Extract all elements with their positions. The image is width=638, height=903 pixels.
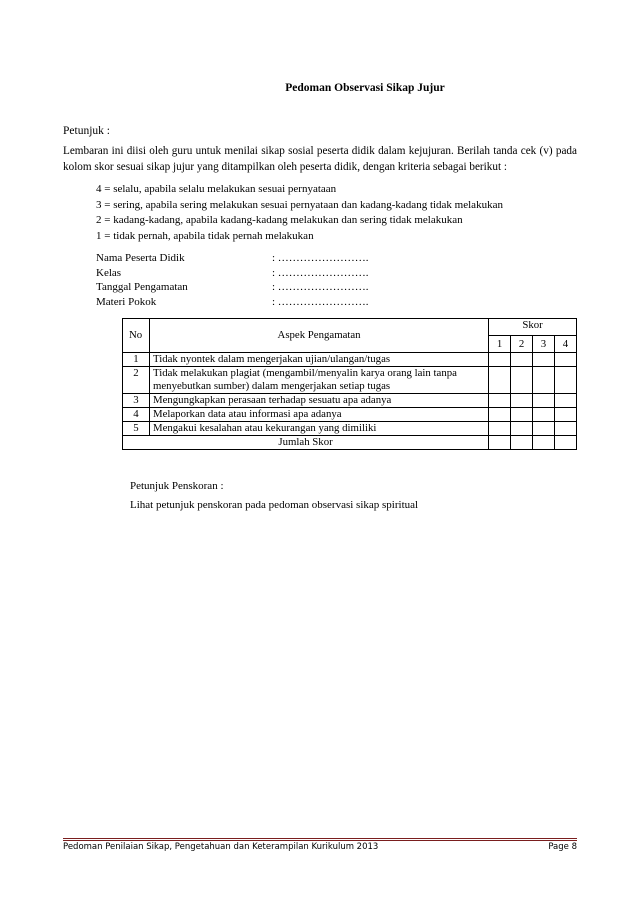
total-cell-3[interactable] (533, 436, 555, 450)
scoring-label: Petunjuk Penskoran : (130, 480, 224, 492)
table-header-row (123, 319, 577, 336)
total-cell-4[interactable] (554, 436, 576, 450)
total-cell-1[interactable] (489, 436, 511, 450)
table-row (123, 367, 577, 394)
score-cell-4[interactable] (554, 422, 576, 436)
criteria-item: 2 = kadang-kadang, apabila kadang-kadang melakukan dan sering tidak melakukan (96, 214, 463, 226)
score-cell-2[interactable] (511, 394, 533, 408)
row-aspek: Melaporkan data atau informasi apa adanya (149, 408, 488, 422)
row-no: 4 (123, 408, 150, 422)
info-value: : ……………………. (272, 295, 369, 308)
instructions-label: Petunjuk : (63, 125, 110, 137)
score-cell-3[interactable] (533, 408, 555, 422)
row-aspek: Mengakui kesalahan atau kekurangan yang dimiliki (149, 422, 488, 436)
info-label: Tanggal Pengamatan (96, 281, 188, 293)
info-value: : ……………………. (272, 252, 369, 264)
header-skor-1: 1 (489, 336, 511, 353)
table-row (123, 422, 577, 436)
row-no: 1 (123, 353, 150, 367)
info-value: : ……………………. (272, 281, 369, 293)
table-row (123, 353, 577, 367)
score-cell-3[interactable] (533, 422, 555, 436)
page-footer (63, 842, 577, 852)
footer-title: Pedoman Penilaian Sikap, Pengetahuan dan Keterampilan Kurikulum 2013 (63, 842, 379, 852)
scoring-text: Lihat petunjuk penskoran pada pedoman observasi sikap spiritual (130, 499, 419, 511)
page-title: Pedoman Observasi Sikap Jujur (285, 82, 445, 94)
row-aspek: Mengungkapkan perasaan terhadap sesuatu apa adanya (149, 394, 488, 408)
observation-table (122, 318, 577, 450)
score-cell-2[interactable] (511, 408, 533, 422)
instructions-paragraph: Lembaran ini diisi oleh guru untuk menilai sikap sosial peserta didik dalam kejujuran. Berilah tanda cek (v) pada kolom skor sesuai sikap jujur yang ditampilkan oleh peserta didik, dengan kriteria sebagai berikut : (63, 145, 577, 173)
header-skor-2: 2 (511, 336, 533, 353)
criteria-item: 4 = selalu, apabila selalu melakukan sesuai pernyataan (96, 183, 337, 195)
row-no: 3 (123, 394, 150, 408)
score-cell-1[interactable] (489, 394, 511, 408)
score-cell-3[interactable] (533, 353, 555, 367)
info-label: Materi Pokok (96, 295, 157, 308)
score-cell-1[interactable] (489, 408, 511, 422)
total-cell-2[interactable] (511, 436, 533, 450)
footer-divider (63, 838, 577, 841)
header-skor: Skor (489, 319, 577, 336)
row-aspek: Tidak nyontek dalam mengerjakan ujian/ulangan/tugas (149, 353, 488, 367)
criteria-item: 3 = sering, apabila sering melakukan sesuai pernyataan dan kadang-kadang tidak melakukan (96, 198, 503, 211)
header-aspek: Aspek Pengamatan (149, 319, 488, 353)
header-skor-4: 4 (554, 336, 576, 353)
row-no: 5 (123, 422, 150, 436)
row-aspek: Tidak melakukan plagiat (mengambil/menyalin karya orang lain tanpa menyebutkan sumber) dalam mengerjakan setiap tugas (149, 367, 488, 394)
criteria-item: 1 = tidak pernah, apabila tidak pernah melakukan (96, 229, 314, 242)
score-cell-4[interactable] (554, 353, 576, 367)
table-row (123, 394, 577, 408)
score-cell-4[interactable] (554, 394, 576, 408)
header-no: No (123, 319, 150, 353)
criteria-list (96, 182, 503, 244)
score-cell-3[interactable] (533, 394, 555, 408)
score-cell-2[interactable] (511, 422, 533, 436)
info-row-topic (96, 295, 369, 310)
score-cell-1[interactable] (489, 353, 511, 367)
info-value: : ……………………. (272, 266, 369, 279)
table-row (123, 408, 577, 422)
info-label: Kelas (96, 266, 122, 279)
info-row-date (96, 280, 369, 295)
score-cell-2[interactable] (511, 353, 533, 367)
student-info (96, 251, 369, 309)
info-row-name (96, 251, 369, 266)
score-cell-3[interactable] (533, 367, 555, 394)
page-number: Page 8 (548, 842, 577, 852)
info-row-class (96, 266, 369, 281)
score-cell-4[interactable] (554, 367, 576, 394)
header-skor-3: 3 (533, 336, 555, 353)
score-cell-1[interactable] (489, 367, 511, 394)
total-label: Jumlah Skor (123, 436, 489, 450)
score-cell-1[interactable] (489, 422, 511, 436)
score-cell-4[interactable] (554, 408, 576, 422)
table-total-row (123, 436, 577, 450)
row-no: 2 (123, 367, 150, 394)
score-cell-2[interactable] (511, 367, 533, 394)
info-label: Nama Peserta Didik (96, 252, 185, 264)
